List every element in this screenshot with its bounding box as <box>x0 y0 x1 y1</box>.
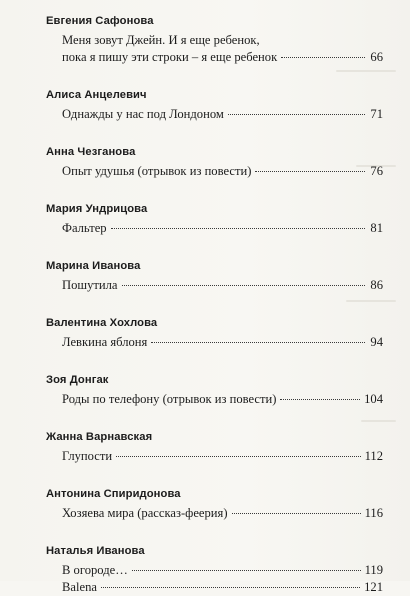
work-item <box>46 579 383 596</box>
dot-leader <box>101 586 360 588</box>
work-item <box>46 163 383 180</box>
work-title-line <box>62 448 383 465</box>
work-item <box>46 448 383 465</box>
toc-entry <box>46 487 383 522</box>
dot-leader <box>116 455 360 457</box>
dot-leader <box>255 170 365 172</box>
work-title: Роды по телефону (отрывок из повести) <box>62 392 277 406</box>
author-name: Анна Чезганова <box>46 146 136 158</box>
page-number: 116 <box>364 506 383 520</box>
dot-leader <box>132 569 361 571</box>
work-item <box>46 220 383 237</box>
dot-leader <box>228 113 365 115</box>
page-number: 86 <box>370 278 383 292</box>
author-name: Зоя Донгак <box>46 374 109 386</box>
page-number: 112 <box>364 449 383 463</box>
work-title: Фальтер <box>62 221 107 235</box>
work-title: Balena <box>62 580 97 594</box>
work-title: Меня зовут Джейн. И я еще ребенок, <box>62 33 260 47</box>
page-number: 71 <box>370 107 383 121</box>
work-title: Глупости <box>62 449 113 463</box>
page-number: 121 <box>364 580 383 594</box>
author-name: Алиса Анцелевич <box>46 89 147 101</box>
work-item <box>46 334 383 351</box>
dot-leader <box>122 284 365 286</box>
dot-leader <box>281 56 365 58</box>
work-item <box>46 277 383 294</box>
author-name: Марина Иванова <box>46 260 141 272</box>
dot-leader <box>151 341 365 343</box>
work-title-line <box>62 562 383 579</box>
work-title-line <box>62 505 383 522</box>
work-title-line <box>62 579 383 596</box>
work-title-line <box>62 49 383 66</box>
author-name: Валентина Хохлова <box>46 317 158 329</box>
toc-entry <box>46 202 383 237</box>
work-title: Однажды у нас под Лондоном <box>62 107 224 121</box>
author-name: Антонина Спиридонова <box>46 488 181 500</box>
toc-entry <box>46 430 383 465</box>
work-title-line <box>62 32 383 49</box>
work-item <box>46 505 383 522</box>
work-title-line <box>62 277 383 294</box>
author-name: Евгения Сафонова <box>46 15 154 27</box>
page-number: 94 <box>370 335 383 349</box>
work-item <box>46 32 383 66</box>
page-number: 119 <box>364 563 383 577</box>
page-number: 76 <box>370 164 383 178</box>
page-number: 104 <box>364 392 383 406</box>
author-name: Жанна Варнавская <box>46 431 153 443</box>
work-title: Опыт удушья (отрывок из повести) <box>62 164 252 178</box>
toc-entry <box>46 316 383 351</box>
work-title-line <box>62 163 383 180</box>
work-item <box>46 562 383 579</box>
work-title-line <box>62 334 383 351</box>
toc-entry <box>46 373 383 408</box>
dot-leader <box>232 512 361 514</box>
page-number: 66 <box>370 50 383 64</box>
work-title-line <box>62 391 383 408</box>
work-title: Левкина яблоня <box>62 335 148 349</box>
work-title: В огороде… <box>62 563 128 577</box>
work-title: Хозяева мира (рассказ-феерия) <box>62 506 228 520</box>
toc-entry <box>46 88 383 123</box>
work-title: Пошутила <box>62 278 118 292</box>
page-number: 81 <box>370 221 383 235</box>
work-item <box>46 106 383 123</box>
work-item <box>46 391 383 408</box>
dot-leader <box>111 227 365 229</box>
dot-leader <box>280 398 360 400</box>
toc-entry <box>46 259 383 294</box>
author-name: Наталья Иванова <box>46 545 145 557</box>
toc-entry <box>46 14 383 66</box>
work-title-line <box>62 220 383 237</box>
table-of-contents <box>46 14 383 596</box>
author-name: Мария Ундрицова <box>46 203 148 215</box>
toc-entry <box>46 145 383 180</box>
work-title: пока я пишу эти строки – я еще ребенок <box>62 50 278 64</box>
work-title-line <box>62 106 383 123</box>
toc-entry <box>46 544 383 596</box>
